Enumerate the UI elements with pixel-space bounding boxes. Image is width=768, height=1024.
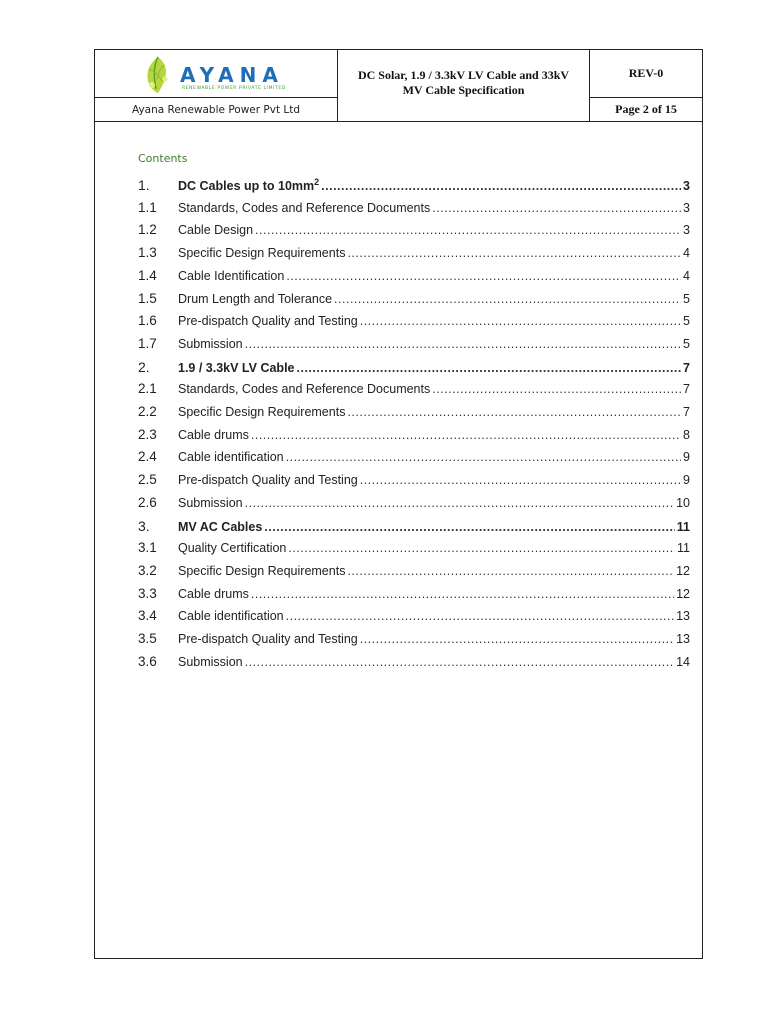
toc-entry-page: 11 (677, 541, 690, 556)
toc-entry-title: Submission (178, 654, 243, 669)
toc-entry-number: 2.6 (138, 494, 157, 510)
toc-entry-title: Drum Length and Tolerance (178, 291, 333, 306)
toc-dot-leader (286, 609, 674, 623)
toc-entry-number: 1.1 (138, 199, 157, 215)
toc-entry-number: 1.5 (138, 290, 157, 306)
toc-dot-leader (286, 269, 681, 283)
toc-entry-page: 3 (683, 179, 690, 193)
toc-entry-title: Specific Design Requirements (178, 563, 346, 578)
toc-entry-number: 1.2 (138, 222, 157, 238)
toc-dot-leader (347, 564, 674, 578)
toc-entry-title: Pre-dispatch Quality and Testing (178, 473, 358, 488)
company-name-cell (95, 98, 337, 121)
header-company-cell (95, 50, 338, 121)
toc-entry[interactable] (138, 222, 690, 242)
header-rev-cell (590, 50, 702, 121)
toc-entry[interactable] (138, 518, 690, 538)
toc-entry-page: 3 (683, 200, 690, 215)
toc-entry-title: Cable Identification (178, 268, 285, 283)
document-title-line-2: MV Cable Specification (402, 83, 525, 97)
toc-entry-number: 2. (138, 358, 150, 375)
toc-entry-title: Standards, Codes and Reference Documents (178, 382, 431, 397)
toc-entry-number: 1.4 (138, 267, 157, 283)
toc-dot-leader (245, 655, 674, 669)
page-number: Page 2 of 15 (615, 102, 677, 116)
toc-entry[interactable] (138, 313, 690, 333)
toc-entry-page: 14 (676, 654, 690, 669)
toc-entry[interactable] (138, 608, 690, 628)
toc-entry-number: 1. (138, 177, 150, 193)
toc-dot-leader (286, 450, 681, 464)
toc-dot-leader (288, 541, 675, 555)
logo-tagline: RENEWABLE POWER PRIVATE LIMITED (182, 86, 286, 91)
toc-entry[interactable] (138, 654, 690, 674)
toc-entry-title: Specific Design Requirements (178, 246, 346, 261)
toc-entry-number: 1.6 (138, 313, 157, 329)
toc-entry-number: 1.7 (138, 335, 157, 351)
toc-entry[interactable] (138, 404, 690, 424)
toc-entry-number: 3.1 (138, 540, 157, 556)
toc-entry-title: Quality Certification (178, 541, 287, 556)
toc-entry-title: Specific Design Requirements (178, 405, 346, 419)
toc-entry-title: Cable Design (178, 223, 254, 238)
toc-entry-title: MV AC Cables (178, 519, 263, 534)
toc-dot-leader (432, 382, 681, 396)
toc-entry-number: 3.2 (138, 562, 157, 578)
toc-entry-page: 8 (683, 427, 690, 442)
toc-dot-leader (360, 314, 681, 328)
logo-cell (95, 50, 337, 98)
toc-entry-number: 2.5 (138, 472, 157, 488)
toc-entry-title: Submission (178, 495, 243, 510)
document-title (338, 68, 589, 98)
toc-entry[interactable] (138, 245, 690, 265)
toc-dot-leader (321, 179, 681, 193)
revision-cell (590, 50, 702, 98)
toc-entry[interactable] (138, 472, 690, 492)
toc-dot-leader (432, 201, 681, 215)
toc-entry-superscript: 2 (314, 177, 320, 187)
toc-dot-leader (255, 223, 681, 237)
toc-entry[interactable] (138, 291, 690, 311)
toc-entry[interactable] (138, 631, 690, 651)
toc-entry-page: 12 (676, 563, 690, 578)
toc-dot-leader (334, 292, 681, 306)
toc-entry[interactable] (138, 540, 690, 560)
toc-entry-page: 4 (683, 268, 690, 283)
toc-entry-page: 5 (683, 336, 690, 351)
toc-entry-page: 5 (683, 291, 690, 306)
header-title-cell (338, 50, 590, 121)
toc-entry-page: 12 (676, 586, 690, 601)
toc-entry-title: DC Cables up to $10mm^2$ (178, 177, 320, 193)
page-number-cell (590, 98, 702, 121)
toc-entry-page: 4 (683, 246, 690, 261)
toc-dot-leader (347, 405, 681, 419)
toc-entry-number: 2.3 (138, 426, 157, 442)
document-header (95, 50, 702, 122)
revision-label: REV-0 (628, 66, 664, 80)
toc-dot-leader (360, 473, 681, 487)
toc-dot-leader (251, 428, 681, 442)
toc-entry[interactable] (138, 563, 690, 583)
toc-entry-number: 1.3 (138, 245, 157, 261)
toc-entry-page: 7 (683, 360, 690, 375)
toc-entry[interactable] (138, 359, 690, 379)
toc-entry[interactable] (138, 586, 690, 606)
toc-entry-title: Cable identification (178, 609, 284, 624)
toc-dot-leader (245, 496, 674, 510)
toc-entry[interactable] (138, 268, 690, 288)
document-title-line-1: DC Solar, 1.9 / 3.3kV LV Cable and 33kV (357, 68, 570, 82)
toc-entry-number: 3.3 (138, 585, 157, 601)
toc-entry-number: 2.4 (138, 449, 157, 465)
company-logo (140, 55, 300, 95)
toc-entry-number: 2.2 (138, 404, 157, 419)
toc-entry-number: 3.4 (138, 608, 157, 624)
toc-entry-number: 3.6 (138, 653, 157, 669)
toc-entry-page: 9 (683, 450, 690, 465)
toc-entry-title: 1.9 / 3.3kV LV Cable (178, 360, 295, 375)
company-name: Ayana Renewable Power Pvt Ltd (131, 103, 301, 116)
toc-dot-leader (251, 587, 674, 601)
toc-entry-page: 5 (683, 314, 690, 329)
toc-entry-title: Submission (178, 336, 243, 351)
toc-dot-leader (347, 246, 681, 260)
toc-dot-leader (264, 520, 675, 534)
toc-entry[interactable] (138, 495, 690, 515)
toc-entry-page: 13 (676, 632, 690, 646)
toc-entry-number: 3. (138, 517, 150, 534)
toc-dot-leader (360, 632, 674, 646)
toc-entry-title: Cable drums (178, 427, 249, 442)
toc-entry[interactable] (138, 449, 690, 469)
toc-entry-title: Cable drums (178, 586, 249, 601)
toc-entry[interactable] (138, 177, 690, 197)
toc-entry-page: 9 (683, 473, 690, 488)
logo-brand-text: AYANA (180, 63, 284, 87)
toc-entry[interactable] (138, 336, 690, 356)
toc-entry[interactable] (138, 200, 690, 220)
toc-entry-page: 13 (676, 609, 690, 624)
toc-entry-title: Standards, Codes and Reference Documents (178, 200, 431, 215)
toc-entry-page: 11 (676, 519, 690, 534)
toc-entry-title: Pre-dispatch Quality and Testing (178, 632, 358, 646)
toc-entry[interactable] (138, 381, 690, 401)
toc-entry-page: 10 (676, 495, 690, 510)
toc-entry-number: 3.5 (138, 631, 157, 646)
toc-entry-page: 7 (683, 405, 690, 419)
toc-entry[interactable] (138, 427, 690, 447)
toc-entry-title: Cable identification (178, 450, 284, 465)
leaf-emblem-icon (140, 55, 176, 95)
toc-entry-page: 3 (683, 223, 690, 238)
toc-entry-title: Pre-dispatch Quality and Testing (178, 314, 358, 329)
toc-dot-leader (245, 337, 681, 351)
toc-entry-page: 7 (683, 382, 690, 397)
toc-dot-leader (297, 361, 682, 375)
toc-entry-number: 2.1 (138, 381, 157, 397)
toc-heading: Contents (138, 152, 188, 165)
